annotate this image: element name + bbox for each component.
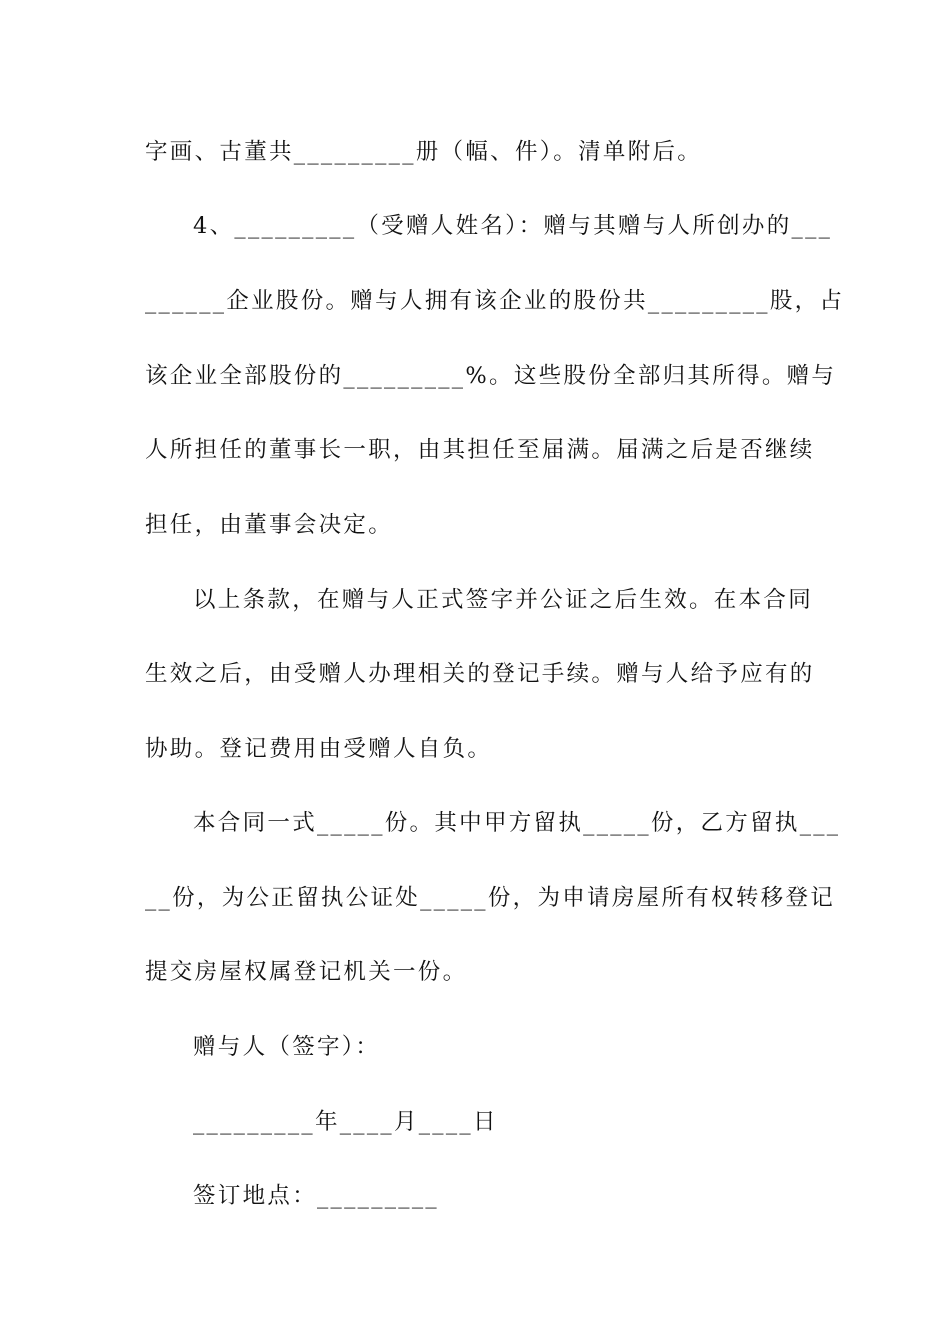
text-line-12: 提交房屋权属登记机关一份。 bbox=[145, 959, 468, 985]
text-line-9: 协助。登记费用由受赠人自负。 bbox=[145, 736, 493, 762]
text-line-10: 本合同一式_____份。其中甲方留执_____份，乙方留执___ bbox=[193, 810, 841, 836]
text-line-6: 担任，由董事会决定。 bbox=[145, 512, 394, 538]
text-line-1: 字画、古董共_________册（幅、件）。清单附后。 bbox=[145, 139, 703, 165]
text-line-4: 该企业全部股份的_________%。这些股份全部归其所得。赠与 bbox=[145, 363, 837, 389]
date-line: _________年____月____日 bbox=[193, 1109, 498, 1135]
signing-place: 签订地点：_________ bbox=[193, 1183, 439, 1209]
text-line-11: __份，为公正留执公证处_____份，为申请房屋所有权转移登记 bbox=[145, 885, 836, 911]
text-line-2: 4、_________（受赠人姓名）：赠与其赠与人所创办的___ bbox=[193, 213, 833, 239]
text-line-5: 人所担任的董事长一职，由其担任至届满。届满之后是否继续 bbox=[145, 437, 815, 463]
text-line-7: 以上条款，在赠与人正式签字并公证之后生效。在本合同 bbox=[193, 587, 814, 613]
signature-label: 赠与人（签字）： bbox=[193, 1034, 381, 1060]
text-line-3: ______企业股份。赠与人拥有该企业的股份共_________股，占 bbox=[145, 288, 845, 314]
text-line-8: 生效之后，由受赠人办理相关的登记手续。赠与人给予应有的 bbox=[145, 661, 815, 687]
